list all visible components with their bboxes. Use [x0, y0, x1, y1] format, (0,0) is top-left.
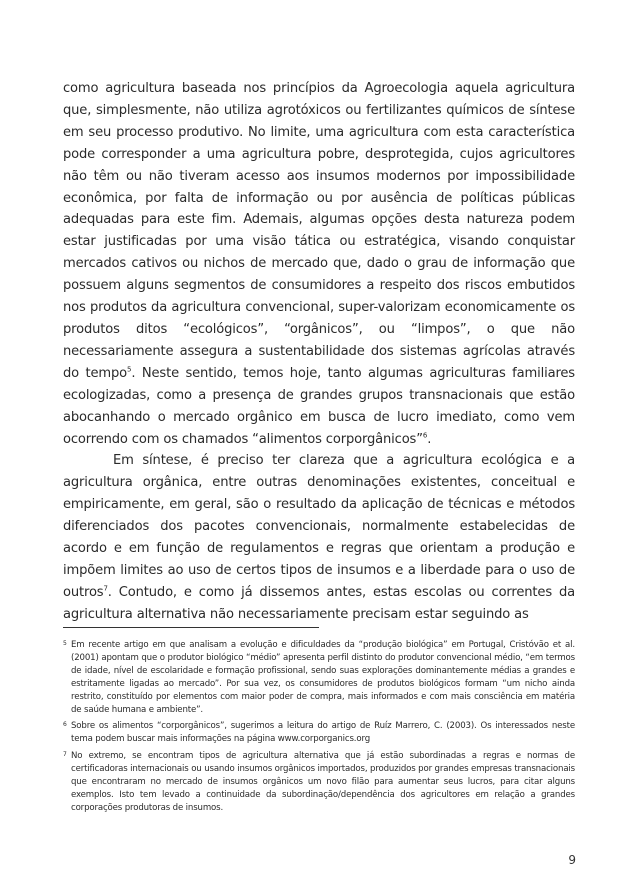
footnotes — [63, 639, 575, 819]
paragraph-1-text-b: . Neste sentido, temos hoje, tanto algumas agriculturas familiares ecologizadas, como a presença de grandes grupos transnacionais que estão abocanhando o mercado orgânico em busca de lucro imediato, como vem ocorrendo com os chamados “alimentos corporgânicos” — [63, 365, 575, 447]
footnote-5 — [63, 639, 575, 716]
footnote-ref-6: 6 — [422, 431, 428, 440]
page-number: 9 — [568, 853, 576, 867]
footnote-6 — [63, 720, 575, 746]
paragraph-1-text-a: como agricultura baseada nos princípios da Agroecologia aquela agricultura que, simplesmente, não utiliza agrotóxicos ou fertilizantes químicos de síntese em seu processo produtivo. No limite, uma agricultura com esta característica pode corresponder a uma agricultura pobre, desprotegida, cujos agricultores não têm ou não tiveram acesso aos insumos modernos por impossibilidade econômica, por falta de informação ou por ausência de políticas públicas adequadas para este fim. Ademais, algumas opções desta natureza podem estar justificadas por uma visão tática ou estratégica, visando conquistar mercados cativos ou nichos de mercado que, dado o grau de informação que possuem alguns segmentos de consumidores a respeito dos riscos embutidos nos produtos da agricultura convencional, super-valorizam economicamente os produtos ditos “ecológicos”, “orgânicos”, ou “limpos”, o que não necessariamente assegura a sustentabilidade dos sistemas agrícolas através do tempo — [63, 81, 575, 381]
footnote-ref-7: 7 — [103, 584, 108, 593]
footnote-number: 7 — [63, 751, 67, 759]
footnote-text: No extremo, se encontram tipos de agricultura alternativa que já estão subordinadas a regras e normas de certificadoras internacionais ou usando insumos orgânicos importados, produzidos por grandes empresas transnacionais que encontraram no mercado de insumos orgânicos um novo filão para aumentar seus lucros, para citar alguns exemplos. Isto tem levado a continuidade da subordinação/dependência dos agricultores em relação a grandes corporações produtoras de insumos. — [71, 751, 575, 813]
footnote-separator — [63, 627, 319, 628]
paragraph-2 — [63, 450, 575, 625]
footnote-7 — [63, 750, 575, 815]
footnote-number: 6 — [63, 721, 67, 729]
paragraph-2-text-b: . Contudo, e como já dissemos antes, estas escolas ou correntes da agricultura alternativa não necessariamente precisam estar seguindo as — [63, 584, 575, 622]
footnote-text: Sobre os alimentos “corporgânicos”, sugerimos a leitura do artigo de Ruíz Marrero, C. (2003). Os interessados neste tema podem buscar mais informações na página www.corporganics.org — [71, 721, 575, 745]
paragraph-2-text-a: Em síntese, é preciso ter clareza que a agricultura ecológica e a agricultura orgânica, entre outras denominações existentes, conceitual e empiricamente, em geral, são o resultado da aplicação de técnicas e métodos diferenciados dos pacotes convencionais, normalmente estabelecidas de acordo e em função de regulamentos e regras que orientam a produção e impõem limites ao uso de certos tipos de insumos e a liberdade para o uso de outros — [63, 453, 575, 600]
footnote-ref-5: 5 — [127, 365, 132, 374]
paragraph-1-text-c: . — [427, 431, 432, 447]
footnote-number: 5 — [63, 640, 67, 647]
footnote-text: Em recente artigo em que analisam a evolução e dificuldades da “produção biológica” em Portugal, Cristóvão et al. (2001) apontam que o produtor biológico “médio” apresenta perfil distinto do produtor convencional médio, “em termos de idade, nível de escolaridade e formação profissional, sendo suas explorações dominantemente médias a grandes e estritamente ligadas ao mercado”. Por sua vez, os consumidores de produtos biológicos formam “um nicho ainda restrito, constituído por elementos com maior poder de compra, mais informados e com mais consciência em matéria de saúde humana e ambiente”. — [71, 640, 575, 715]
paragraph-1 — [63, 78, 575, 450]
body-text — [63, 78, 575, 626]
